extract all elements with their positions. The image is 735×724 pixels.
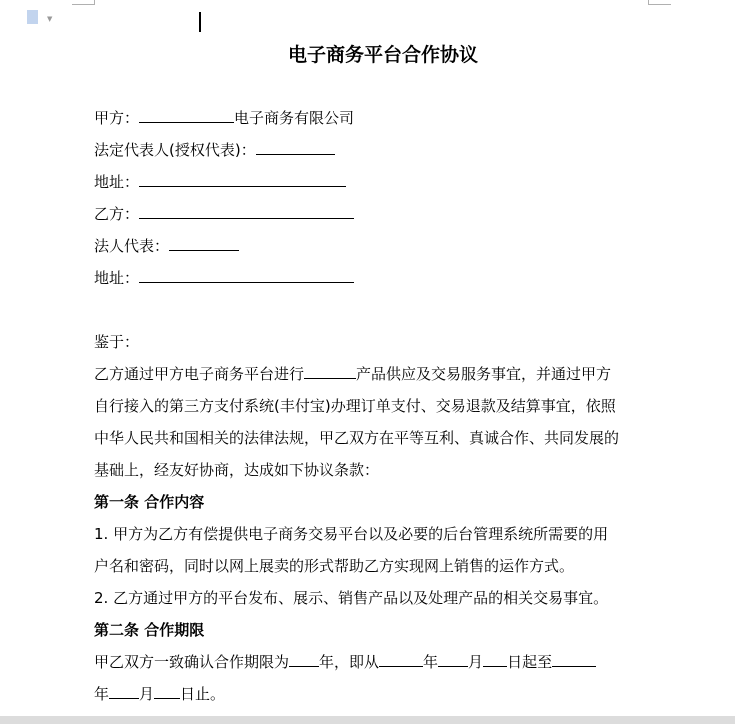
article-2-heading: 第二条 合作期限 <box>94 621 205 639</box>
label: 法人代表： <box>94 237 170 255</box>
text: 年，即从 <box>319 653 380 671</box>
text: 年 <box>94 685 110 703</box>
blank-field[interactable] <box>256 140 335 155</box>
text: 乙方通过甲方电子商务平台进行 <box>94 365 305 383</box>
whereas: 鉴于： <box>94 333 140 351</box>
text: 日止。 <box>180 685 226 703</box>
paragraph-line: 自行接入的第三方支付系统(丰付宝)办理订单支付、交易退款及结算事宜，依照 <box>94 397 616 415</box>
page-corner-mark-left <box>72 0 95 5</box>
document-title: 电子商务平台合作协议 <box>287 44 478 66</box>
blank-field[interactable] <box>379 652 423 667</box>
blank-field[interactable] <box>139 204 354 219</box>
address-line <box>94 172 346 192</box>
dropdown-arrow-icon[interactable]: ▼ <box>47 15 53 23</box>
blank-field[interactable] <box>154 684 180 699</box>
text-cursor <box>199 12 201 32</box>
blank-field[interactable] <box>552 652 596 667</box>
paragraph-line: 2. 乙方通过甲方的平台发布、展示、销售产品以及处理产品的相关交易事宜。 <box>94 589 609 607</box>
label: 法定代表人(授权代表)： <box>94 141 256 159</box>
text: 电子商务有限公司 <box>234 109 355 127</box>
article-1-heading: 第一条 合作内容 <box>94 493 205 511</box>
paragraph-line <box>94 364 611 384</box>
label: 乙方： <box>94 205 140 223</box>
page-corner-mark-right <box>648 0 671 5</box>
text: 日起至 <box>507 653 553 671</box>
blank-field[interactable] <box>289 652 319 667</box>
blank-field[interactable] <box>109 684 139 699</box>
blank-field[interactable] <box>169 236 239 251</box>
paragraph-line: 中华人民共和国相关的法律法规，甲乙双方在平等互利、真诚合作、共同发展的 <box>94 429 620 447</box>
label: 地址： <box>94 269 140 287</box>
address2-line <box>94 268 354 288</box>
blank-field[interactable] <box>139 172 346 187</box>
text: 月 <box>139 685 155 703</box>
party-b-line <box>94 204 354 224</box>
document-icon[interactable] <box>27 10 38 24</box>
paragraph-line: 1. 甲方为乙方有偿提供电子商务交易平台以及必要的后台管理系统所需要的用 <box>94 525 609 543</box>
legal-rep-line <box>94 140 335 160</box>
blank-field[interactable] <box>139 108 234 123</box>
paragraph-line: 户名和密码，同时以网上展卖的形式帮助乙方实现网上销售的运作方式。 <box>94 557 575 575</box>
text: 月 <box>468 653 484 671</box>
term-line <box>94 652 596 672</box>
legal-person-line <box>94 236 239 256</box>
label: 地址： <box>94 173 140 191</box>
term-line <box>94 684 225 704</box>
bottom-bar <box>0 716 735 724</box>
text: 产品供应及交易服务事宜，并通过甲方 <box>356 365 612 383</box>
blank-field[interactable] <box>438 652 468 667</box>
party-a-line <box>94 108 354 128</box>
blank-field[interactable] <box>304 364 356 379</box>
blank-field[interactable] <box>139 268 354 283</box>
label: 甲方： <box>94 109 140 127</box>
paragraph-line: 基础上，经友好协商，达成如下协议条款： <box>94 461 380 479</box>
text: 甲乙双方一致确认合作期限为 <box>94 653 290 671</box>
blank-field[interactable] <box>483 652 507 667</box>
text: 年 <box>423 653 439 671</box>
